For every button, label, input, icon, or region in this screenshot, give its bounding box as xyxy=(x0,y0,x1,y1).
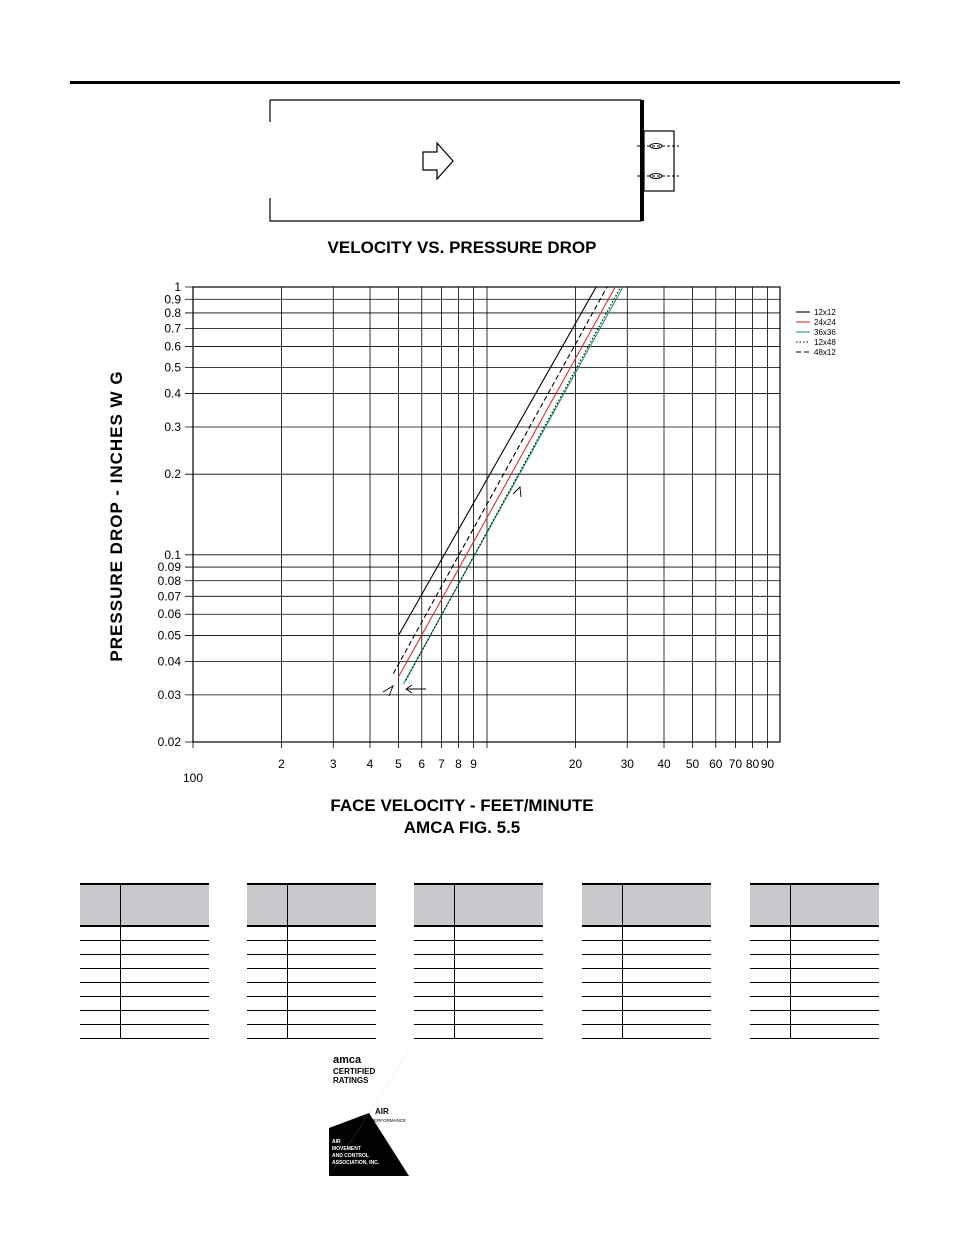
x-tick-label: 30 xyxy=(620,757,634,771)
x-tick-label: 70 xyxy=(728,757,743,771)
seal-program: AIR xyxy=(375,1107,389,1116)
arrow-annotation xyxy=(513,487,521,497)
legend xyxy=(796,308,836,357)
legend-label: 36x36 xyxy=(814,328,836,337)
legend-label: 48x12 xyxy=(814,348,836,357)
y-tick-label: 0.07 xyxy=(157,589,181,604)
y-tick-label: 0.03 xyxy=(157,687,181,702)
y-tick-label: 0.3 xyxy=(164,420,181,435)
data-tables xyxy=(80,883,880,1043)
velocity-pressure-chart xyxy=(0,270,954,790)
y-tick-label: 0.08 xyxy=(157,573,181,588)
data-table-2 xyxy=(247,883,376,1039)
y-tick-label: 0.5 xyxy=(164,360,181,375)
data-table-3 xyxy=(414,883,543,1039)
y-tick-label: 0.05 xyxy=(157,628,181,643)
seal-line1: CERTIFIED xyxy=(333,1067,376,1076)
series-line xyxy=(393,287,607,674)
x-tick-label: 5 xyxy=(395,757,402,771)
grid xyxy=(185,287,780,748)
legend-label: 12x48 xyxy=(814,338,836,347)
y-tick-label: 0.4 xyxy=(164,386,181,401)
tick-labels xyxy=(158,280,775,785)
data-table-5 xyxy=(750,883,879,1039)
seal-org-1: AIR xyxy=(332,1139,341,1145)
x-tick-label: 60 xyxy=(709,757,723,771)
y-tick-label: 0.6 xyxy=(164,339,181,354)
x-tick-label: 100 xyxy=(182,771,204,785)
y-tick-label: 0.2 xyxy=(164,467,181,482)
x-tick-label: 2 xyxy=(278,757,285,771)
x-tick-label: 4 xyxy=(366,757,374,771)
seal-org-2: MOVEMENT xyxy=(332,1146,361,1152)
amca-certified-ratings-seal xyxy=(329,1050,409,1176)
x-axis-title: FACE VELOCITY - FEET/MINUTE xyxy=(330,796,594,815)
x-tick-label: 90 xyxy=(760,757,775,771)
y-tick-label: 0.9 xyxy=(164,292,181,307)
chart-title: VELOCITY VS. PRESSURE DROP xyxy=(327,238,597,257)
y-axis-title: PRESSURE DROP - INCHES W G xyxy=(107,370,126,662)
figure-caption: AMCA FIG. 5.5 xyxy=(403,818,521,837)
x-tick-label: 80 xyxy=(745,757,760,771)
x-tick-label: 50 xyxy=(685,757,700,771)
y-tick-label: 0.8 xyxy=(164,305,181,320)
seal-org-4: ASSOCIATION, INC. xyxy=(332,1160,380,1166)
y-tick-label: 0.04 xyxy=(157,654,181,669)
annotations xyxy=(383,487,521,696)
x-tick-label: 6 xyxy=(418,757,426,771)
series-line xyxy=(399,287,597,635)
data-table-4 xyxy=(582,883,711,1039)
seal-brand: amca xyxy=(333,1054,362,1066)
y-tick-label: 1 xyxy=(174,280,181,294)
series-line xyxy=(406,287,621,680)
y-tick-label: 0.02 xyxy=(157,735,181,749)
damper-diagram xyxy=(265,98,685,228)
plot-frame xyxy=(193,287,780,742)
x-tick-label: 20 xyxy=(568,757,583,771)
seal-program-sub: PERFORMANCE xyxy=(371,1118,407,1123)
y-tick-label: 0.06 xyxy=(157,607,181,622)
airflow-arrow-icon xyxy=(423,143,453,179)
seal-org-3: AND CONTROL xyxy=(332,1153,369,1159)
seal-line2: RATINGS xyxy=(333,1076,369,1085)
y-tick-label: 0.09 xyxy=(157,560,181,575)
top-rule xyxy=(70,81,900,84)
x-tick-label: 40 xyxy=(657,757,671,771)
series-line xyxy=(399,287,616,677)
y-tick-label: 0.1 xyxy=(164,547,181,562)
x-tick-label: 3 xyxy=(329,757,337,771)
x-tick-label: 7 xyxy=(438,757,445,771)
legend-label: 12x12 xyxy=(814,308,836,317)
y-tick-label: 0.7 xyxy=(164,321,181,336)
legend-label: 24x24 xyxy=(814,318,836,327)
x-tick-label: 8 xyxy=(455,757,462,771)
data-table-1 xyxy=(80,883,209,1039)
x-tick-label: 9 xyxy=(470,757,477,771)
